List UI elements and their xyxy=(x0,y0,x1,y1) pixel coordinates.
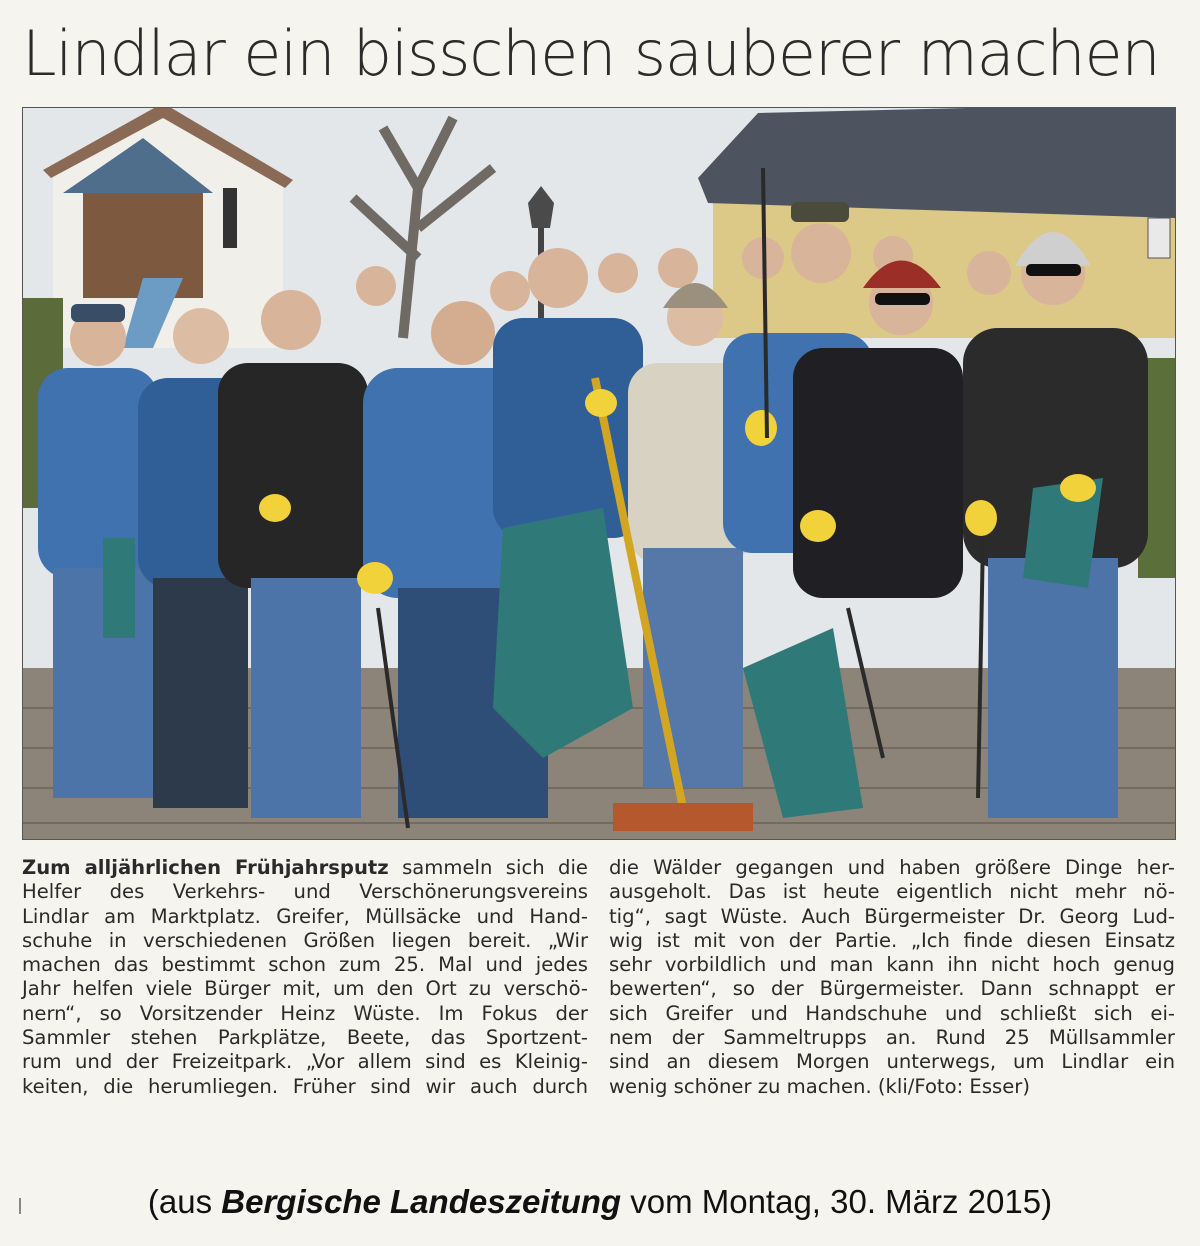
article-line: ausgeholt. Das ist heute eigentlich nicht mehr nö- xyxy=(609,880,1175,904)
article-line: nem der Sammeltrupps an. Rund 25 Müllsammler xyxy=(609,1026,1175,1050)
article-line: schuhe in verschiedenen Größen liegen bereit. „Wir xyxy=(22,928,588,952)
article-line: Jahr helfen viele Bürger mit, um den Ort zu verschö- xyxy=(22,977,588,1001)
article-line: Zum alljährlichen Frühjahrsputz sammeln sich die xyxy=(22,856,588,879)
article-line: keiten, die herumliegen. Früher sind wir auch durch xyxy=(22,1074,588,1098)
article-line: nern“, so Vorsitzender Heinz Wüste. Im Fokus der xyxy=(22,1001,588,1025)
article-line: die Wälder gegangen und haben größere Dinge her- xyxy=(609,856,1175,879)
article-line: rum und der Freizeitpark. „Vor allem sind es Kleinig- xyxy=(22,1050,588,1074)
source-citation xyxy=(0,1178,1200,1226)
source-prefix: (aus xyxy=(147,1183,222,1220)
photo-illustration xyxy=(23,108,1175,839)
article-line: bewerten“, so der Bürgermeister. Dann schnappt er xyxy=(609,977,1175,1001)
source-suffix: vom Montag, 30. März 2015) xyxy=(621,1183,1053,1220)
article-line: sehr vorbildlich und man kann ihn nicht hoch genug xyxy=(609,953,1175,977)
article-column-left xyxy=(22,856,588,1099)
article-line: sind an diesem Morgen unterwegs, um Lindlar ein xyxy=(609,1050,1175,1074)
article-line: Helfer des Verkehrs- und Verschönerungsvereins xyxy=(22,880,588,904)
newspaper-name: Bergische Landeszeitung xyxy=(221,1183,622,1220)
article-line: wenig schöner zu machen. (kli/Foto: Esser) xyxy=(609,1074,1030,1098)
group-photo xyxy=(22,107,1176,840)
article-line: Lindlar am Marktplatz. Greifer, Müllsäcke und Hand- xyxy=(22,904,588,928)
article-line: machen das bestimmt schon zum 25. Mal und jedes xyxy=(22,953,588,977)
article-line: sich Greifer und Handschuhe und schließt sich ei- xyxy=(609,1001,1175,1025)
article-line: Sammler stehen Parkplätze, Beete, das Sportzent- xyxy=(22,1026,588,1050)
article-column-right xyxy=(609,856,1175,1099)
headline: Lindlar ein bisschen sauberer machen xyxy=(22,17,1160,90)
article-line: wig ist mit von der Partie. „Ich finde diesen Einsatz xyxy=(609,928,1175,952)
article-line: tig“, sagt Wüste. Auch Bürgermeister Dr. Georg Lud- xyxy=(609,904,1175,928)
